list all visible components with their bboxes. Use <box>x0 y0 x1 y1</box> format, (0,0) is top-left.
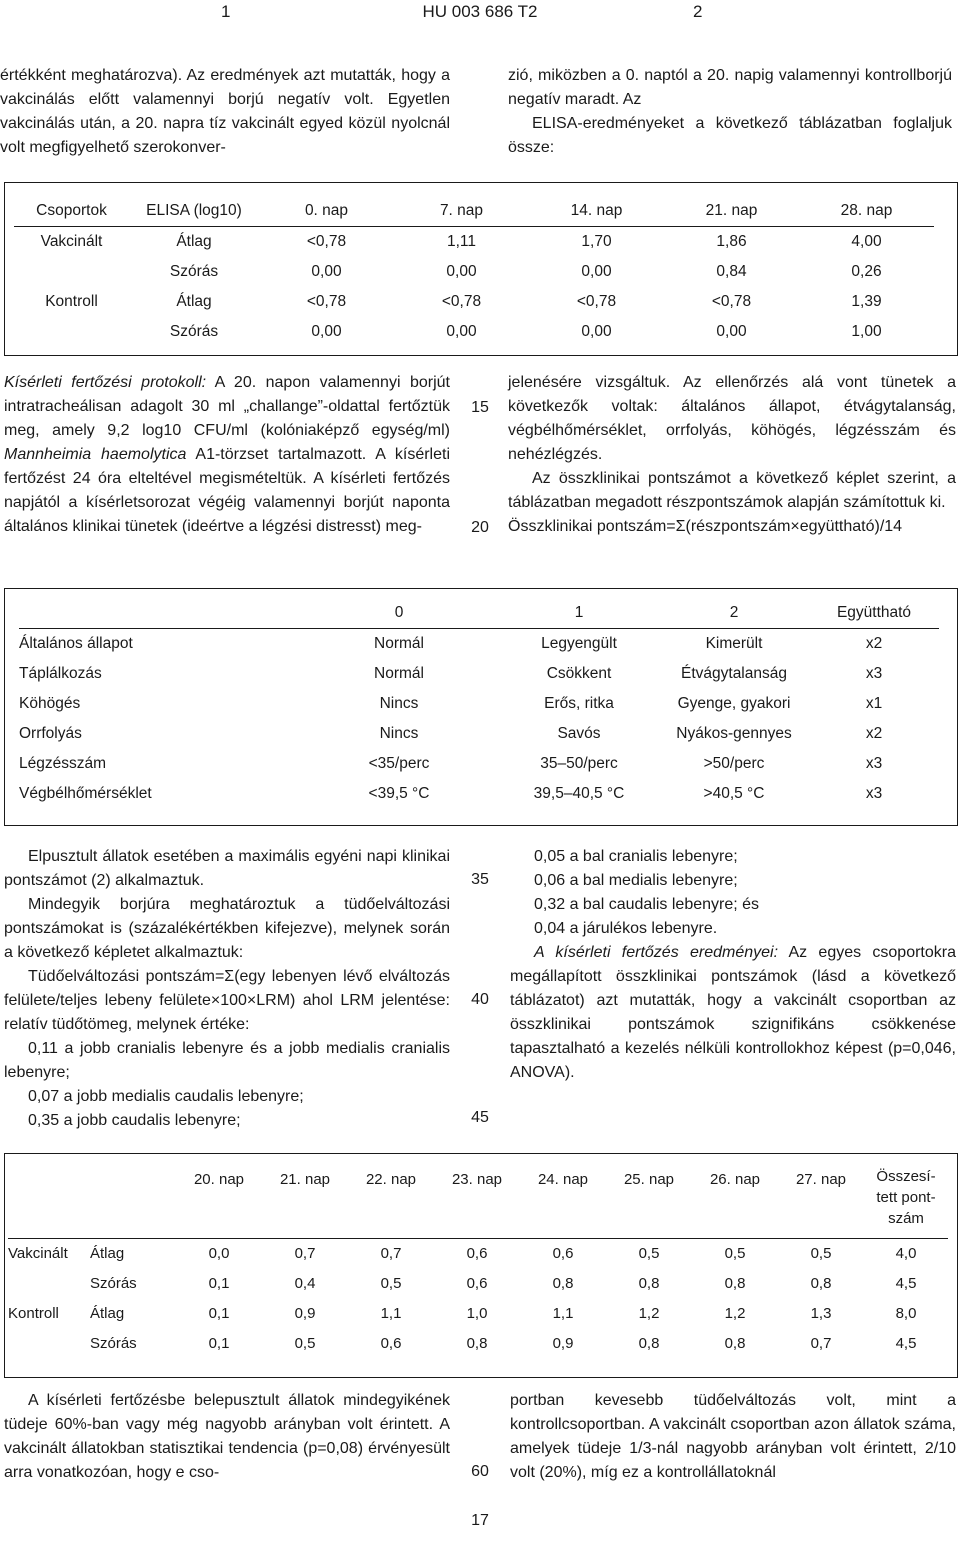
table-cell: 35–50/perc <box>540 755 618 772</box>
lrm-value: 0,05 a bal cranialis lebenyre; <box>534 848 738 865</box>
table-cell: 1,39 <box>851 293 882 310</box>
header-right-number: 2 <box>693 2 703 21</box>
table-cell: 1,70 <box>529 227 664 258</box>
table-cell: 0,5 <box>606 1239 692 1270</box>
lrm-value: 0,07 a jobb medialis caudalis lebenyre; <box>28 1088 304 1105</box>
table-cell <box>14 317 129 347</box>
protocol-text: A 20. napon valamennyi borjút intratracheálisan adagolt 30 ml „challange”-oldattal fertőztük meg, amely 9,2 log10 CFU/ml (kolóniaképző egység/ml) <box>4 374 450 439</box>
table-row <box>14 257 934 287</box>
table-cell: <35/perc <box>368 755 430 772</box>
table-cell: Erős, ritka <box>544 695 614 712</box>
table-cell: 0,7 <box>348 1239 434 1270</box>
table-cell: Vakcinált <box>8 1239 90 1270</box>
line-number: 45 <box>471 1109 489 1126</box>
lung-right-column <box>510 845 956 1085</box>
lesions-right-text: portban kevesebb tüdőelváltozás volt, mint a kontrollcsoportban. A vakcinált csoportban azon állatok száma, amelyek tüdeje 1/3-nál nagyobb arányban volt érintett, 2/10 volt (20%), míg ez a kontrollállatoknál <box>510 1392 956 1481</box>
table-cell: Savós <box>557 725 601 742</box>
table-cell: 0,8 <box>638 1275 660 1292</box>
lesions-left-text: A kísérleti fertőzésbe belepusztult állatok mindegyikének tüdeje 60%-ban vagy még nagyobb arányban volt érintett. A vakcinált állatokban statisztikai tendencia (p=0,08) érvényesült arra vonatkozóan, hogy e cso- <box>4 1392 450 1481</box>
col-header: 24. nap <box>537 1171 589 1188</box>
protocol-text-2: A1-törzset tartalmazott. A kísérleti fertőzést 24 óra elteltével megismételtük. A kísérleti fertőzés napjától a kísérletsorozat végéig valamennyi borjút naponta általános klinikai tünetek (ideértve a légzési distresst) meg- <box>4 446 450 535</box>
table-row <box>19 659 939 689</box>
table-cell: 0,7 <box>262 1239 348 1270</box>
table-cell: Gyenge, gyakori <box>677 695 791 712</box>
table-cell: 0,8 <box>810 1275 832 1292</box>
table-cell: 0,9 <box>294 1305 316 1322</box>
results-label: A kísérleti fertőzés eredményei: <box>534 944 779 961</box>
total-score-table <box>8 1162 948 1359</box>
table-cell: 1,0 <box>466 1305 488 1322</box>
page-number: 17 <box>471 1512 489 1529</box>
table-cell: 0,00 <box>311 263 342 280</box>
table-cell: <0,78 <box>576 293 617 310</box>
table-cell: Szórás <box>169 263 219 280</box>
total-table-header <box>8 1162 948 1239</box>
symptoms-paragraph: jelenésére vizsgáltuk. Az ellenőrzés alá vont tünetek a következők voltak: általános állapot, étvágytalanság, végbélhőmérséklet, orrfolyás, köhögés, légzésszám és nehézlégzés. <box>508 374 956 463</box>
elisa-table <box>14 196 934 347</box>
table-row <box>14 317 934 347</box>
table-cell: 0,26 <box>851 263 882 280</box>
table-cell: 0,00 <box>311 323 342 340</box>
lung-left-column <box>4 845 450 1133</box>
col-header: Csoportok <box>36 202 107 219</box>
table-cell: Átlag <box>90 1305 125 1322</box>
lesions-right-column <box>510 1389 956 1485</box>
total-header-line: Összesí- <box>876 1168 936 1185</box>
col-header: 26. nap <box>709 1171 761 1188</box>
table-cell: x1 <box>865 695 883 712</box>
table-cell: Átlag <box>129 227 259 258</box>
table-cell: Végbélhőmérséklet <box>19 785 152 802</box>
total-header-line: tett pont- <box>876 1189 936 1206</box>
table-cell: 8,0 <box>895 1305 917 1322</box>
table-cell: Vakcinált <box>14 227 129 258</box>
intro-left-column <box>0 64 450 160</box>
table-cell: 0,8 <box>724 1335 746 1352</box>
col-header: 27. nap <box>795 1171 847 1188</box>
elisa-table-header <box>14 196 934 227</box>
table-cell: 4,0 <box>864 1239 948 1270</box>
table-cell: 4,5 <box>895 1335 917 1352</box>
table-cell: <0,78 <box>711 293 752 310</box>
intro-right-text-2: ELISA-eredményeket a következő táblázatban foglaljuk össze: <box>508 115 952 156</box>
col-header: 7. nap <box>439 202 484 219</box>
table-cell: Nincs <box>379 725 419 742</box>
table-cell: x2 <box>809 629 939 660</box>
results-paragraph <box>510 941 956 1085</box>
table-cell: 0,8 <box>724 1275 746 1292</box>
table-row <box>19 629 939 660</box>
line-number: 35 <box>471 871 489 888</box>
table-cell: 0,84 <box>716 263 747 280</box>
table-cell: Szórás <box>90 1335 137 1352</box>
table-cell: 4,5 <box>895 1275 917 1292</box>
table-cell <box>8 1329 90 1359</box>
table-cell: 0,00 <box>581 263 612 280</box>
table-cell: x3 <box>865 785 883 802</box>
table-cell: 0,6 <box>520 1239 606 1270</box>
table-cell: x3 <box>865 665 883 682</box>
col-header: 21. nap <box>279 1171 331 1188</box>
lrm-value: 0,11 a jobb cranialis lebenyre és a jobb medialis cranialis lebenyre; <box>4 1040 450 1081</box>
header-left-number: 1 <box>221 2 231 21</box>
table-cell: 4,00 <box>799 227 934 258</box>
col-header: 0 <box>394 604 404 621</box>
table-row <box>19 779 939 809</box>
lrm-value: 0,32 a bal caudalis lebenyre; és <box>534 896 760 913</box>
table-cell: Csökkent <box>546 665 612 682</box>
table-cell: 0,9 <box>552 1335 574 1352</box>
table-cell: 0,00 <box>446 323 477 340</box>
col-header: 20. nap <box>193 1171 245 1188</box>
col-header <box>90 1162 176 1239</box>
table-cell <box>14 257 129 287</box>
table-cell <box>8 1269 90 1299</box>
table-cell: <0,78 <box>441 293 482 310</box>
col-header: 1 <box>574 604 584 621</box>
col-header <box>8 1162 90 1239</box>
table-cell: x2 <box>865 725 883 742</box>
table-cell: 1,2 <box>724 1305 746 1322</box>
table-cell: Szórás <box>169 323 219 340</box>
intro-left-text: értékként meghatározva). Az eredmények azt mutatták, hogy a vakcinálás előtt valamennyi borjú negatív volt. Egyetlen vakcinálás után, a 20. napra tíz vakcinált egyed közül nyolcnál volt megfigyelhető szerokonver- <box>0 67 450 156</box>
table-cell: Kontroll <box>45 293 98 310</box>
table-row <box>19 689 939 719</box>
score-paragraph: Az összklinikai pontszámot a következő képlet szerint, a táblázatban megadott részpontszámok alapján számítottuk ki. <box>508 470 956 511</box>
table-cell: 0,00 <box>581 323 612 340</box>
lung-formula-paragraph: Tüdőelváltozási pontszám=Σ(egy lebenyen lévő elváltozás felülete/teljes lebeny felülete×100×LRM) ahol LRM jelentése: relatív tüdőtömeg, melynek értéke: <box>4 968 450 1033</box>
patent-number: HU 003 686 T2 <box>422 2 538 21</box>
protocol-left-column <box>4 371 450 539</box>
table-row <box>8 1299 948 1329</box>
table-cell: Normál <box>299 629 499 660</box>
table-cell: 1,2 <box>638 1305 660 1322</box>
table-cell: Nincs <box>379 695 419 712</box>
table-cell: 0,6 <box>434 1239 520 1270</box>
table-cell: 39,5–40,5 °C <box>533 785 625 802</box>
table-cell: Normál <box>374 665 424 682</box>
table-cell: x3 <box>865 755 883 772</box>
table-cell: 1,86 <box>664 227 799 258</box>
line-number: 20 <box>471 519 489 536</box>
table-cell: <0,78 <box>259 227 394 258</box>
lrm-value: 0,06 a bal medialis lebenyre; <box>534 872 738 889</box>
table-row <box>14 287 934 317</box>
col-header: 0. nap <box>304 202 349 219</box>
protocol-label: Kísérleti fertőzési protokoll: <box>4 374 207 391</box>
table-cell: 1,3 <box>810 1305 832 1322</box>
col-header: 2 <box>729 604 739 621</box>
lesions-left-column <box>4 1389 450 1485</box>
table-cell: >50/perc <box>703 755 765 772</box>
table-cell: 0,5 <box>380 1275 402 1292</box>
table-row <box>8 1269 948 1299</box>
lrm-value: 0,04 a járulékos lebenyre. <box>534 920 718 937</box>
protocol-paragraph <box>4 371 450 539</box>
table-cell: Legyengült <box>499 629 659 660</box>
table-cell: 0,1 <box>208 1275 230 1292</box>
table-cell: 0,1 <box>208 1305 230 1322</box>
total-header-line: szám <box>888 1210 924 1227</box>
table-cell: Általános állapot <box>19 629 299 660</box>
col-header: 14. nap <box>570 202 623 219</box>
table-cell: 1,11 <box>394 227 529 258</box>
table-cell: 0,7 <box>810 1335 832 1352</box>
table-cell: >40,5 °C <box>703 785 765 802</box>
intro-right-text-1: zió, miközben a 0. naptól a 20. napig valamennyi kontrollborjú negatív maradt. Az <box>508 67 952 108</box>
lrm-value: 0,35 a jobb caudalis lebenyre; <box>28 1112 241 1129</box>
table-row <box>8 1239 948 1270</box>
table-cell: 0,8 <box>638 1335 660 1352</box>
col-header: 21. nap <box>705 202 758 219</box>
score-formula: Összklinikai pontszám=Σ(részpontszám×együttható)/14 <box>508 518 903 535</box>
line-number: 40 <box>471 991 489 1008</box>
col-header: ELISA (log10) <box>146 202 242 219</box>
table-cell: Orrfolyás <box>19 725 82 742</box>
table-cell: 1,1 <box>552 1305 574 1322</box>
table-cell: 0,5 <box>692 1239 778 1270</box>
table-cell: 0,1 <box>208 1335 230 1352</box>
table-cell: 0,8 <box>552 1275 574 1292</box>
col-header: 28. nap <box>840 202 893 219</box>
lung-score-paragraph: Mindegyik borjúra meghatároztuk a tüdőelváltozási pontszámokat is (százalékértékben kifejezve), melynek során a következő képletet alkalmaztuk: <box>4 896 450 961</box>
species-name: Mannheimia haemolytica <box>4 446 187 463</box>
table-cell: Átlag <box>90 1239 176 1270</box>
table-cell: Kontroll <box>8 1305 59 1322</box>
table-cell: Szórás <box>90 1275 137 1292</box>
col-header: 25. nap <box>623 1171 675 1188</box>
table-cell: Kimerült <box>659 629 809 660</box>
protocol-right-column <box>508 371 956 539</box>
table-cell: 0,5 <box>778 1239 864 1270</box>
table-cell: 0,00 <box>716 323 747 340</box>
col-header: Együttható <box>836 604 912 621</box>
intro-right-column <box>508 64 952 160</box>
table-cell: 1,1 <box>380 1305 402 1322</box>
table-cell: 0,6 <box>466 1275 488 1292</box>
table-cell: 0,5 <box>294 1335 316 1352</box>
table-cell: Táplálkozás <box>19 665 102 682</box>
table-cell: Nyákos-gennyes <box>676 725 792 742</box>
col-header: 22. nap <box>365 1171 417 1188</box>
table-cell: Légzésszám <box>19 755 107 772</box>
col-header: 23. nap <box>451 1171 503 1188</box>
results-text: Az egyes csoportokra megállapított összklinikai pontszámok (lásd a következő táblázatot) azt mutatták, hogy a vakcinált csoportban az összklinikai pontszámok szignifikáns csökkenése tapasztalható a kezelés nélküli kontrollokhoz képest (p=0,046, ANOVA). <box>510 944 957 1081</box>
table-cell: Étvágytalanság <box>681 665 787 682</box>
table-cell: <39,5 °C <box>368 785 430 802</box>
table-cell: 0,6 <box>380 1335 402 1352</box>
table-cell: <0,78 <box>306 293 347 310</box>
col-header <box>19 598 299 629</box>
table-cell: Köhögés <box>19 695 81 712</box>
table-cell: 0,00 <box>446 263 477 280</box>
table-cell: 1,00 <box>851 323 882 340</box>
table-cell: 0,4 <box>294 1275 316 1292</box>
table-cell: 0,0 <box>176 1239 262 1270</box>
table-row <box>19 749 939 779</box>
clinical-score-table <box>19 598 939 809</box>
table-row <box>14 227 934 258</box>
table-cell: 0,8 <box>466 1335 488 1352</box>
line-number: 60 <box>471 1463 489 1480</box>
table-row <box>8 1329 948 1359</box>
line-number: 15 <box>471 399 489 416</box>
dead-animals-paragraph: Elpusztult állatok esetében a maximális egyéni napi klinikai pontszámot (2) alkalmaztuk. <box>4 848 450 889</box>
score-table-header <box>19 598 939 629</box>
table-row <box>19 719 939 749</box>
table-cell: Átlag <box>176 293 212 310</box>
col-header-total <box>864 1162 948 1239</box>
